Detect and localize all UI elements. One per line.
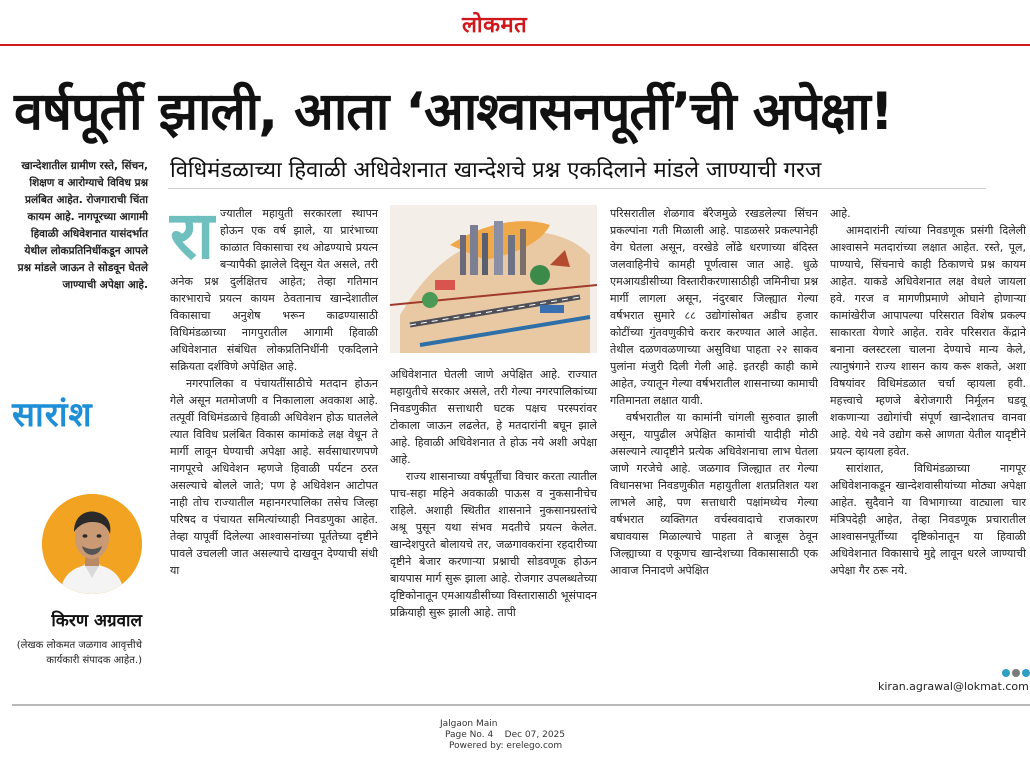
- paragraph: राज्य शासनाच्या वर्षपूर्तीचा विचार करता त्यातील पाच-सहा महिने अवकाळी पाऊस व नुकसानीचेच राहिले. अशाही स्थितीत शासनाने नुकसानग्रस्तांचे अश्रू पुसून यथा संभव मदतीचे प्रयत्न केलेत. खान्देशपुरते बोलायचे तर, जळगावकरांना रहदारीच्या दृष्टीने बेजार करणाऱ्या प्रश्नाची सोडवणूक होऊन बायपास मार्ग सुरू झाला आहे. रोजगार उपलब्धतेच्या दृष्टिकोनातून एमआयडीसीच्या विस्तारासाठी भूसंपादन प्रक्रियाही सुरू झाली आहे. तापी: [390, 470, 597, 619]
- footer-powered-by[interactable]: Powered by: erelego.com: [449, 741, 563, 751]
- paragraph: ज्यातील महायुती सरकारला स्थापन होऊन एक वर्ष झाले, या प्रारंभाच्या काळात विकासाचा रथ ओढण्याचे प्रयत्न बऱ्यापैकी झालेले दिसून येत असले, तरी अनेक प्रश्न दुर्लक्षितच आहेत; तेव्हा गतिमान कारभाराचे प्रयत्न कायम ठेवतानाच खान्देशातील विकासाचा अनुशेष भरून काढण्यासाठी विधिमंडळाच्या नागपुरातील आगामी हिवाळी अधिवेशनात संबंधित लोकप्रतिनिधींनी एकदिलाने सक्रियता दर्शविणे अपेक्षित आहे.: [170, 207, 378, 373]
- article-strapline: विधिमंडळाच्या हिवाळी अधिवेशनात खान्देशचे प्रश्न एकदिलाने मांडले जाण्याची गरज: [170, 158, 822, 183]
- strapline-divider: [168, 188, 986, 189]
- dot-icon: [1022, 669, 1030, 677]
- column-label: सारांश: [12, 395, 93, 435]
- article-column-1: [170, 197, 378, 691]
- article-summary: खान्देशातील ग्रामीण रस्ते, सिंचन, शिक्षण व आरोग्याचे विविध प्रश्न प्रलंबित आहेत. रोजगाराची चिंता कायम आहे. नागपूरच्या आगामी हिवाळी अधिवेशनात यासंदर्भात येथील लोकप्रतिनिधींकडून आपले प्रश्न मांडले जाऊन ते सोडवून घेतले जाण्याची अपेक्षा आहे.: [17, 160, 148, 291]
- footer-page: Page No. 4: [445, 730, 494, 740]
- paragraph: परिसरातील शेळगाव बॅरेजमुळे रखडलेल्या सिंचन प्रकल्पांना गती मिळाली आहे. पाडळसरे प्रकल्पानेही वेग घेतला असून, वरखेडे लोंढे धरणाच्या बंदिस्त जलवाहिनीचे कामही पूर्णत्वास जात आहे. धुळे एमआयडीसीच्या विस्तारीकरणासाठीही जमिनीचा प्रश्न मार्गी लागला असून, नंदुरबार जिल्ह्यात गेल्या वर्षभरात सुमारे ८८ उद्योगांसोबत अडीच हजार कोटींच्या गुंतवणुकीचे करार करण्यात आले आहेत. तेथील दळणवळणाच्या असुविधा पाहता २२ साकव पुलांना मंजुरी दिली गेली आहे. इतरही काही कामे आहेत, ज्यातून गेल्या वर्षभरातील शासनाच्या कामाची गतिमानता लक्षात यावी.: [610, 207, 818, 407]
- masthead: [0, 0, 1030, 46]
- footer-page-date: [420, 730, 620, 741]
- masthead-rule: [0, 44, 1030, 46]
- footer-edition: Jalgaon Main: [440, 719, 498, 729]
- author-name: किरण अग्रवाल: [51, 611, 142, 631]
- author-note: (लेखक लोकमत जळगाव आवृत्तीचे कार्यकारी संपादक आहेत.): [16, 640, 142, 666]
- article-illustration: [390, 205, 597, 353]
- paragraph: नगरपालिका व पंचायतींसाठीचे मतदान होऊन गेले असून मतमोजणी व निकालाला अवकाश आहे. तत्पूर्वी विधिमंडळाचे हिवाळी अधिवेशन होऊ घातलेले त्यात विविध प्रलंबित विकास कामांकडे लक्ष वेधून ते मार्गी लावून घेण्याची अपेक्षा आहे. सर्वसाधारणपणे नागपूरचे अधिवेशन म्हणजे हिवाळी पर्यटन ठरत असल्याचे बोलले जाते; पण हे अधिवेशन आटोपत नाही तोच राज्यातील महानगरपालिका तसेच जिल्हा परिषद व पंचायत समित्यांच्याही निवडणुका आहेत. तेव्हा यापूर्वी दिलेल्या आश्वासनांच्या पूर्ततेच्या दृष्टीने पावले उचलली जात असल्याचे दाखवून देण्याची संधी या: [170, 377, 378, 577]
- drop-cap: रा: [170, 197, 215, 274]
- paragraph: वर्षभरातील या कामांनी चांगली सुरुवात झाली असून, यापुढील अपेक्षित कामांची यादीही मोठी असल्याने त्यादृष्टीने प्रत्येक अधिवेशनाचा लाभ घेतला जाणे गरजेचे आहे. जळगाव जिल्ह्यात तर गेल्या विधानसभा निवडणुकीत महायुतीला शतप्रतिशत यश लाभले आहे, पण सत्ताधारी पक्षांमध्येच गेल्या वर्षभरात व्यक्तिगत वर्चस्ववादाचे राजकारण बघावयास मिळाल्याचे पाहता ते बाजूस ठेवून जिल्ह्याच्या व एकूणच खान्देशच्या विकासासाठी एक आवाज निनादणे अपेक्षित: [610, 411, 818, 577]
- decorative-dots: [1000, 662, 1030, 681]
- author-portrait-image: [42, 494, 142, 594]
- paragraph: सारांशात, विधिमंडळाच्या नागपूर अधिवेशनाकडून खान्देशवासीयांच्या मोठ्या अपेक्षा आहेत. सुदैवाने या विभागाच्या वाट्याला चार मंत्रिपदेही आहेत, तेव्हा निवडणूक प्रचारातील आश्वासनपूर्तीच्या दृष्टिकोनातून या हिवाळी अधिवेशनात विकासाचे मुद्दे लावून धरले जाण्याची अपेक्षा गैर ठरू नये.: [830, 462, 1026, 577]
- author-portrait: [42, 494, 142, 594]
- footer-date: Dec 07, 2025: [504, 730, 565, 740]
- lokmat-logo[interactable]: लोकमत: [462, 12, 528, 38]
- dot-icon: [1012, 669, 1020, 677]
- development-illustration: [390, 205, 597, 353]
- paragraph: आहे.: [830, 207, 851, 220]
- article-column-4: [830, 205, 1026, 661]
- author-email[interactable]: kiran.agrawal@lokmat.com: [878, 680, 1029, 693]
- page-footer: [420, 719, 620, 752]
- paragraph: अधिवेशनात घेतली जाणे अपेक्षित आहे. राज्यात महायुतीचे सरकार असले, तरी गेल्या नगरपालिकांच्या निवडणुकीत सत्ताधारी घटक पक्षच परस्परांवर टोकाला जाऊन लढलेत, हे मतदारांनी बघून झाले आहे. हिवाळी अधिवेशनात ते होऊ नये अशी अपेक्षा आहे.: [390, 368, 597, 466]
- paragraph: आमदारांनी त्यांच्या निवडणूक प्रसंगी दिलेली आश्वासने मतदारांच्या लक्षात आहेत. रस्ते, पूल, पाण्याचे, सिंचनाचे काही ठिकाणचे प्रश्न कायम आहेत. याकडे अधिवेशनात लक्ष वेधले जायला हवे. गरज व मागणीप्रमाणे ओघाने होणाऱ्या कामांखेरीज आपापल्या परिसरात विशेष प्रकल्प साकारता येणारे आहेत. रावेर परिसरात केंद्राने बनाना क्लस्टरला चालना देण्याचे मान्य केले, त्यानुषंगाने राज्य शासन काय करू शकते, अशा विषयांवर विधिमंडळात चर्चा व्हायला हवी. महत्त्वाचे म्हणजे बेरोजगारी निर्मूलन घडवू शकणाऱ्या उद्योगांची संपूर्ण खान्देशातच वानवा आहे. येथे नवे उद्योग कसे आणता येतील यादृष्टीने प्रयत्न व्हायला हवेत.: [830, 224, 1026, 458]
- article-column-3: [610, 205, 818, 691]
- footer-divider: [12, 704, 1030, 706]
- article-headline: वर्षपूर्ती झाली, आता ‘आश्वासनपूर्ती’ची अपेक्षा!: [14, 82, 893, 142]
- article-column-2: [390, 366, 597, 691]
- dot-icon: [1002, 669, 1010, 677]
